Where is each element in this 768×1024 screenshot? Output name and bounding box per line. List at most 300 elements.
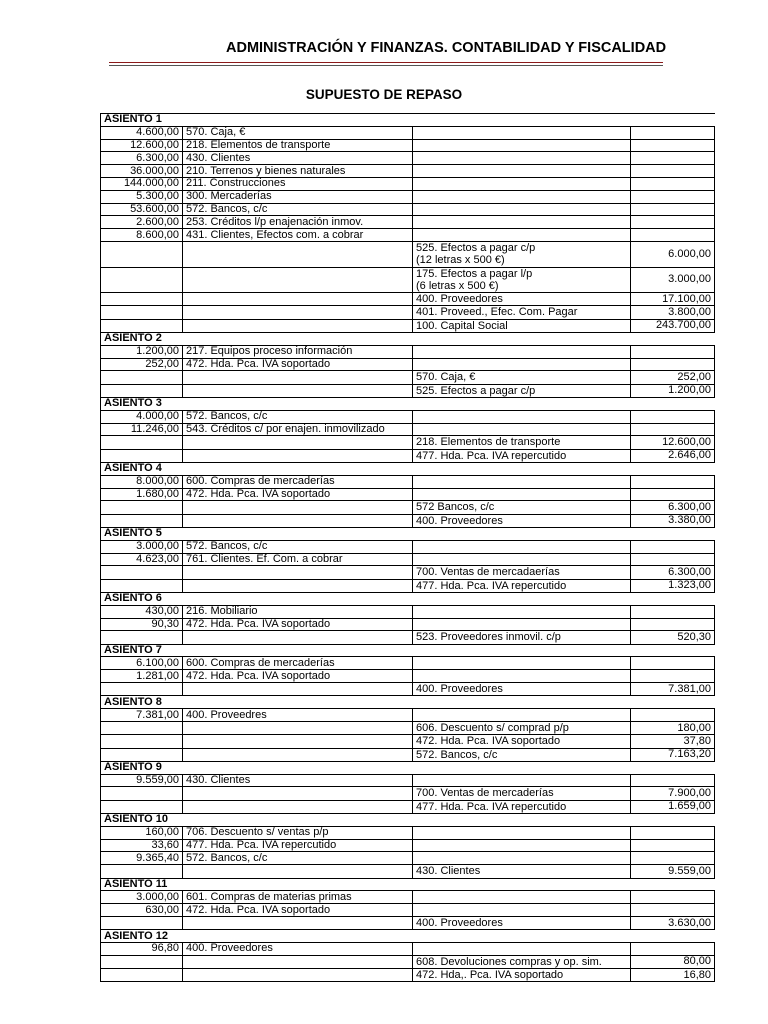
credit-account-name: 570. Caja, € bbox=[416, 371, 476, 384]
debit-account: 472. Hda. Pca. IVA soportado bbox=[183, 904, 413, 917]
empty-cell bbox=[413, 618, 631, 631]
empty-cell bbox=[413, 203, 631, 216]
empty-cell bbox=[101, 955, 183, 968]
debit-amount: 144.000,00 bbox=[101, 177, 183, 190]
debit-row bbox=[101, 657, 715, 670]
empty-cell bbox=[631, 852, 715, 865]
empty-cell bbox=[101, 865, 183, 878]
empty-cell bbox=[101, 787, 183, 800]
empty-cell bbox=[413, 358, 631, 371]
credit-account-name: 400. Proveedores bbox=[416, 683, 503, 696]
empty-cell bbox=[413, 540, 631, 553]
debit-row bbox=[101, 165, 715, 178]
empty-cell bbox=[183, 398, 413, 411]
credit-account bbox=[413, 579, 631, 592]
empty-cell bbox=[631, 177, 715, 190]
credit-row bbox=[101, 384, 715, 397]
empty-cell bbox=[183, 566, 413, 579]
debit-amount: 7.381,00 bbox=[101, 709, 183, 722]
debit-account: 572. Bancos, c/c bbox=[183, 410, 413, 423]
debit-row bbox=[101, 540, 715, 553]
empty-cell bbox=[183, 631, 413, 644]
entry-label: ASIENTO 12 bbox=[101, 930, 183, 943]
credit-row bbox=[101, 800, 715, 813]
empty-cell bbox=[631, 165, 715, 178]
credit-amount: 6.300,00 bbox=[631, 501, 715, 514]
empty-cell bbox=[101, 566, 183, 579]
empty-cell bbox=[631, 618, 715, 631]
empty-cell bbox=[183, 748, 413, 761]
empty-cell bbox=[631, 398, 715, 411]
empty-cell bbox=[183, 761, 413, 774]
debit-row bbox=[101, 126, 715, 139]
credit-row bbox=[101, 293, 715, 306]
debit-row bbox=[101, 203, 715, 216]
debit-amount: 90,30 bbox=[101, 618, 183, 631]
empty-cell bbox=[631, 114, 715, 127]
empty-cell bbox=[183, 514, 413, 527]
empty-cell bbox=[631, 943, 715, 956]
credit-account-name: 400. Proveedores bbox=[416, 514, 503, 527]
empty-cell bbox=[413, 152, 631, 165]
debit-account: 400. Proveedores bbox=[183, 943, 413, 956]
empty-cell bbox=[631, 839, 715, 852]
credit-account-name: 400. Proveedores bbox=[416, 293, 503, 306]
entry-label: ASIENTO 3 bbox=[101, 398, 183, 411]
entry-header-row bbox=[101, 761, 715, 774]
debit-account: 431. Clientes, Efectos com. a cobrar bbox=[183, 229, 413, 242]
debit-amount: 8.000,00 bbox=[101, 475, 183, 488]
credit-account-name: 472. Hda. Pca. IVA soportado bbox=[416, 735, 561, 748]
credit-account bbox=[413, 916, 631, 929]
debit-amount: 3.000,00 bbox=[101, 540, 183, 553]
entry-label: ASIENTO 2 bbox=[101, 333, 183, 346]
debit-amount: 2.600,00 bbox=[101, 216, 183, 229]
entry-label: ASIENTO 7 bbox=[101, 644, 183, 657]
credit-account bbox=[413, 683, 631, 696]
empty-cell bbox=[631, 216, 715, 229]
empty-cell bbox=[631, 774, 715, 787]
credit-row bbox=[101, 501, 715, 514]
empty-cell bbox=[183, 114, 413, 127]
credit-account-name: 700. Ventas de mercadaerías bbox=[416, 566, 560, 579]
debit-account: 217. Equipos proceso información bbox=[183, 345, 413, 358]
empty-cell bbox=[101, 969, 183, 982]
credit-account-name: 525. Efectos a pagar c/p bbox=[416, 241, 536, 254]
empty-cell bbox=[413, 165, 631, 178]
credit-amount: 80,00 bbox=[631, 955, 715, 968]
debit-amount: 36.000,00 bbox=[101, 165, 183, 178]
credit-amount: 252,00 bbox=[631, 371, 715, 384]
empty-cell bbox=[413, 463, 631, 476]
empty-cell bbox=[183, 969, 413, 982]
credit-account-name: 572. Bancos, c/c bbox=[416, 748, 498, 761]
empty-cell bbox=[413, 644, 631, 657]
credit-row bbox=[101, 579, 715, 592]
empty-cell bbox=[413, 826, 631, 839]
empty-cell bbox=[413, 761, 631, 774]
empty-cell bbox=[183, 267, 413, 293]
credit-account-name: 700. Ventas de mercaderías bbox=[416, 787, 554, 800]
empty-cell bbox=[413, 398, 631, 411]
debit-row bbox=[101, 605, 715, 618]
empty-cell bbox=[631, 139, 715, 152]
empty-cell bbox=[413, 333, 631, 346]
entry-header-row bbox=[101, 644, 715, 657]
empty-cell bbox=[413, 345, 631, 358]
empty-cell bbox=[183, 696, 413, 709]
empty-cell bbox=[183, 579, 413, 592]
credit-amount: 37,80 bbox=[631, 735, 715, 748]
debit-row bbox=[101, 774, 715, 787]
debit-amount: 1.200,00 bbox=[101, 345, 183, 358]
debit-amount: 430,00 bbox=[101, 605, 183, 618]
credit-account-name: 100. Capital Social bbox=[416, 319, 508, 332]
empty-cell bbox=[183, 501, 413, 514]
empty-cell bbox=[631, 190, 715, 203]
credit-account-name: 477. Hda. Pca. IVA repercutido bbox=[416, 800, 567, 813]
debit-row bbox=[101, 670, 715, 683]
empty-cell bbox=[101, 916, 183, 929]
empty-cell bbox=[183, 319, 413, 332]
debit-amount: 6.100,00 bbox=[101, 657, 183, 670]
debit-account: 216. Mobiliario bbox=[183, 605, 413, 618]
empty-cell bbox=[413, 423, 631, 436]
empty-cell bbox=[413, 774, 631, 787]
credit-amount: 2.646,00 bbox=[631, 449, 715, 462]
journal-table-body bbox=[101, 114, 715, 982]
credit-account bbox=[413, 306, 631, 319]
debit-account: 543. Créditos c/ por enajen. inmovilizado bbox=[183, 423, 413, 436]
empty-cell bbox=[183, 916, 413, 929]
empty-cell bbox=[183, 814, 413, 827]
debit-row bbox=[101, 177, 715, 190]
credit-row bbox=[101, 748, 715, 761]
debit-account: 253. Créditos l/p enajenación inmov. bbox=[183, 216, 413, 229]
debit-row bbox=[101, 618, 715, 631]
empty-cell bbox=[413, 126, 631, 139]
empty-cell bbox=[631, 423, 715, 436]
credit-amount: 1.323,00 bbox=[631, 579, 715, 592]
debit-amount: 53.600,00 bbox=[101, 203, 183, 216]
entry-label: ASIENTO 8 bbox=[101, 696, 183, 709]
debit-amount: 96,80 bbox=[101, 943, 183, 956]
empty-cell bbox=[183, 878, 413, 891]
debit-amount: 3.000,00 bbox=[101, 891, 183, 904]
debit-account: 472. Hda. Pca. IVA soportado bbox=[183, 358, 413, 371]
credit-row bbox=[101, 514, 715, 527]
empty-cell bbox=[413, 177, 631, 190]
debit-amount: 4.000,00 bbox=[101, 410, 183, 423]
empty-cell bbox=[183, 463, 413, 476]
credit-account-name: 572 Bancos, c/c bbox=[416, 501, 495, 514]
credit-row bbox=[101, 319, 715, 332]
document-title: SUPUESTO DE REPASO bbox=[305, 87, 463, 102]
credit-account-name: 525. Efectos a pagar c/p bbox=[416, 384, 536, 397]
credit-account bbox=[413, 449, 631, 462]
credit-amount: 16,80 bbox=[631, 969, 715, 982]
debit-row bbox=[101, 190, 715, 203]
debit-account: 706. Descuento s/ ventas p/p bbox=[183, 826, 413, 839]
empty-cell bbox=[631, 696, 715, 709]
debit-amount: 1.281,00 bbox=[101, 670, 183, 683]
empty-cell bbox=[631, 930, 715, 943]
debit-amount: 630,00 bbox=[101, 904, 183, 917]
debit-row bbox=[101, 904, 715, 917]
empty-cell bbox=[631, 605, 715, 618]
empty-cell bbox=[413, 410, 631, 423]
debit-amount: 33,60 bbox=[101, 839, 183, 852]
entry-label: ASIENTO 10 bbox=[101, 814, 183, 827]
credit-account bbox=[413, 969, 631, 982]
debit-account: 601. Compras de materias primas bbox=[183, 891, 413, 904]
empty-cell bbox=[101, 319, 183, 332]
empty-cell bbox=[413, 553, 631, 566]
empty-cell bbox=[413, 592, 631, 605]
empty-cell bbox=[631, 358, 715, 371]
empty-cell bbox=[631, 644, 715, 657]
credit-account bbox=[413, 514, 631, 527]
empty-cell bbox=[101, 436, 183, 449]
empty-cell bbox=[101, 501, 183, 514]
credit-account bbox=[413, 436, 631, 449]
empty-cell bbox=[631, 229, 715, 242]
debit-row bbox=[101, 553, 715, 566]
empty-cell bbox=[183, 371, 413, 384]
entry-label: ASIENTO 11 bbox=[101, 878, 183, 891]
credit-account bbox=[413, 267, 631, 293]
credit-row bbox=[101, 371, 715, 384]
empty-cell bbox=[631, 657, 715, 670]
debit-account: 472. Hda. Pca. IVA soportado bbox=[183, 618, 413, 631]
empty-cell bbox=[631, 904, 715, 917]
empty-cell bbox=[631, 203, 715, 216]
debit-row bbox=[101, 826, 715, 839]
empty-cell bbox=[413, 878, 631, 891]
empty-cell bbox=[413, 670, 631, 683]
empty-cell bbox=[413, 904, 631, 917]
credit-amount: 12.600,00 bbox=[631, 436, 715, 449]
credit-amount: 243.700,00 bbox=[631, 319, 715, 332]
debit-row bbox=[101, 943, 715, 956]
empty-cell bbox=[413, 139, 631, 152]
credit-account-name: 400. Proveedores bbox=[416, 916, 503, 929]
debit-amount: 4.600,00 bbox=[101, 126, 183, 139]
debit-amount: 252,00 bbox=[101, 358, 183, 371]
empty-cell bbox=[101, 384, 183, 397]
debit-row bbox=[101, 216, 715, 229]
empty-cell bbox=[183, 592, 413, 605]
empty-cell bbox=[101, 721, 183, 734]
empty-cell bbox=[101, 514, 183, 527]
header-rule-secondary bbox=[109, 65, 663, 66]
debit-row bbox=[101, 709, 715, 722]
credit-row bbox=[101, 735, 715, 748]
empty-cell bbox=[413, 114, 631, 127]
empty-cell bbox=[413, 852, 631, 865]
empty-cell bbox=[631, 488, 715, 501]
credit-row bbox=[101, 267, 715, 293]
empty-cell bbox=[631, 152, 715, 165]
debit-row bbox=[101, 345, 715, 358]
empty-cell bbox=[413, 943, 631, 956]
empty-cell bbox=[183, 955, 413, 968]
debit-account: 600. Compras de mercaderías bbox=[183, 657, 413, 670]
credit-account bbox=[413, 293, 631, 306]
empty-cell bbox=[631, 345, 715, 358]
credit-row bbox=[101, 787, 715, 800]
credit-account bbox=[413, 735, 631, 748]
credit-amount: 7.381,00 bbox=[631, 683, 715, 696]
debit-row bbox=[101, 488, 715, 501]
empty-cell bbox=[631, 761, 715, 774]
credit-account-name: 477. Hda. Pca. IVA repercutido bbox=[416, 449, 567, 462]
debit-row bbox=[101, 891, 715, 904]
credit-amount: 1.200,00 bbox=[631, 384, 715, 397]
empty-cell bbox=[183, 800, 413, 813]
credit-row bbox=[101, 916, 715, 929]
debit-account: 218. Elementos de transporte bbox=[183, 139, 413, 152]
empty-cell bbox=[101, 267, 183, 293]
credit-row bbox=[101, 721, 715, 734]
credit-row bbox=[101, 449, 715, 462]
empty-cell bbox=[101, 449, 183, 462]
credit-amount: 3.800,00 bbox=[631, 306, 715, 319]
empty-cell bbox=[183, 865, 413, 878]
empty-cell bbox=[101, 371, 183, 384]
empty-cell bbox=[631, 826, 715, 839]
journal-table bbox=[100, 113, 715, 982]
credit-row bbox=[101, 865, 715, 878]
empty-cell bbox=[631, 670, 715, 683]
credit-account bbox=[413, 631, 631, 644]
debit-account: 600. Compras de mercaderías bbox=[183, 475, 413, 488]
empty-cell bbox=[183, 449, 413, 462]
debit-account: 430. Clientes bbox=[183, 152, 413, 165]
credit-account bbox=[413, 384, 631, 397]
credit-account-name: 175. Efectos a pagar l/p bbox=[416, 267, 533, 280]
empty-cell bbox=[631, 553, 715, 566]
credit-amount: 17.100,00 bbox=[631, 293, 715, 306]
empty-cell bbox=[183, 721, 413, 734]
empty-cell bbox=[413, 839, 631, 852]
debit-account: 761. Clientes. Ef. Com. a cobrar bbox=[183, 553, 413, 566]
entry-header-row bbox=[101, 696, 715, 709]
debit-account: 472. Hda. Pca. IVA soportado bbox=[183, 488, 413, 501]
credit-account-name: 608. Devoluciones compras y op. sim. bbox=[416, 955, 602, 968]
entry-label: ASIENTO 1 bbox=[101, 114, 183, 127]
debit-account: 211. Construcciones bbox=[183, 177, 413, 190]
credit-account-name: 523. Proveedores inmovil. c/p bbox=[416, 631, 561, 644]
entry-header-row bbox=[101, 333, 715, 346]
credit-amount: 520,30 bbox=[631, 631, 715, 644]
debit-amount: 6.300,00 bbox=[101, 152, 183, 165]
credit-account bbox=[413, 800, 631, 813]
debit-amount: 160,00 bbox=[101, 826, 183, 839]
credit-account bbox=[413, 955, 631, 968]
empty-cell bbox=[183, 735, 413, 748]
empty-cell bbox=[631, 528, 715, 541]
entry-label: ASIENTO 4 bbox=[101, 463, 183, 476]
debit-amount: 1.680,00 bbox=[101, 488, 183, 501]
empty-cell bbox=[631, 709, 715, 722]
credit-account bbox=[413, 241, 631, 267]
entry-header-row bbox=[101, 930, 715, 943]
credit-amount: 3.630,00 bbox=[631, 916, 715, 929]
empty-cell bbox=[101, 631, 183, 644]
credit-account-detail: (6 letras x 500 €) bbox=[416, 279, 499, 292]
credit-row bbox=[101, 436, 715, 449]
empty-cell bbox=[101, 800, 183, 813]
debit-amount: 11.246,00 bbox=[101, 423, 183, 436]
credit-account-name: 430. Clientes bbox=[416, 865, 481, 878]
empty-cell bbox=[413, 709, 631, 722]
empty-cell bbox=[631, 126, 715, 139]
credit-account-name: 472. Hda,. Pca. IVA soportado bbox=[416, 969, 564, 982]
empty-cell bbox=[183, 930, 413, 943]
debit-row bbox=[101, 229, 715, 242]
debit-row bbox=[101, 152, 715, 165]
empty-cell bbox=[413, 488, 631, 501]
empty-cell bbox=[631, 891, 715, 904]
empty-cell bbox=[183, 333, 413, 346]
debit-amount: 4.623,00 bbox=[101, 553, 183, 566]
entry-header-row bbox=[101, 114, 715, 127]
header-title: ADMINISTRACIÓN Y FINANZAS. CONTABILIDAD Y FISCALIDAD bbox=[226, 40, 667, 56]
credit-account bbox=[413, 319, 631, 332]
credit-row bbox=[101, 631, 715, 644]
empty-cell bbox=[631, 592, 715, 605]
debit-account: 477. Hda. Pca. IVA repercutido bbox=[183, 839, 413, 852]
debit-row bbox=[101, 852, 715, 865]
header-rule bbox=[109, 62, 663, 63]
debit-account: 572. Bancos, c/c bbox=[183, 203, 413, 216]
credit-row bbox=[101, 566, 715, 579]
entry-header-row bbox=[101, 463, 715, 476]
empty-cell bbox=[631, 410, 715, 423]
debit-account: 400. Proveedres bbox=[183, 709, 413, 722]
credit-row bbox=[101, 955, 715, 968]
empty-cell bbox=[101, 579, 183, 592]
empty-cell bbox=[101, 293, 183, 306]
empty-cell bbox=[101, 241, 183, 267]
credit-row bbox=[101, 306, 715, 319]
credit-amount: 180,00 bbox=[631, 721, 715, 734]
credit-amount: 6.000,00 bbox=[631, 241, 715, 267]
credit-account bbox=[413, 501, 631, 514]
empty-cell bbox=[413, 605, 631, 618]
empty-cell bbox=[413, 930, 631, 943]
empty-cell bbox=[101, 748, 183, 761]
debit-row bbox=[101, 410, 715, 423]
empty-cell bbox=[631, 540, 715, 553]
debit-row bbox=[101, 423, 715, 436]
entry-header-row bbox=[101, 528, 715, 541]
credit-account bbox=[413, 787, 631, 800]
empty-cell bbox=[631, 463, 715, 476]
credit-row bbox=[101, 683, 715, 696]
credit-amount: 6.300,00 bbox=[631, 566, 715, 579]
entry-header-row bbox=[101, 398, 715, 411]
credit-account-detail: (12 letras x 500 €) bbox=[416, 254, 505, 267]
entry-label: ASIENTO 6 bbox=[101, 592, 183, 605]
credit-account-name: 606. Descuento s/ comprad p/p bbox=[416, 721, 569, 734]
empty-cell bbox=[183, 528, 413, 541]
empty-cell bbox=[183, 436, 413, 449]
empty-cell bbox=[413, 528, 631, 541]
credit-row bbox=[101, 241, 715, 267]
debit-amount: 9.559,00 bbox=[101, 774, 183, 787]
